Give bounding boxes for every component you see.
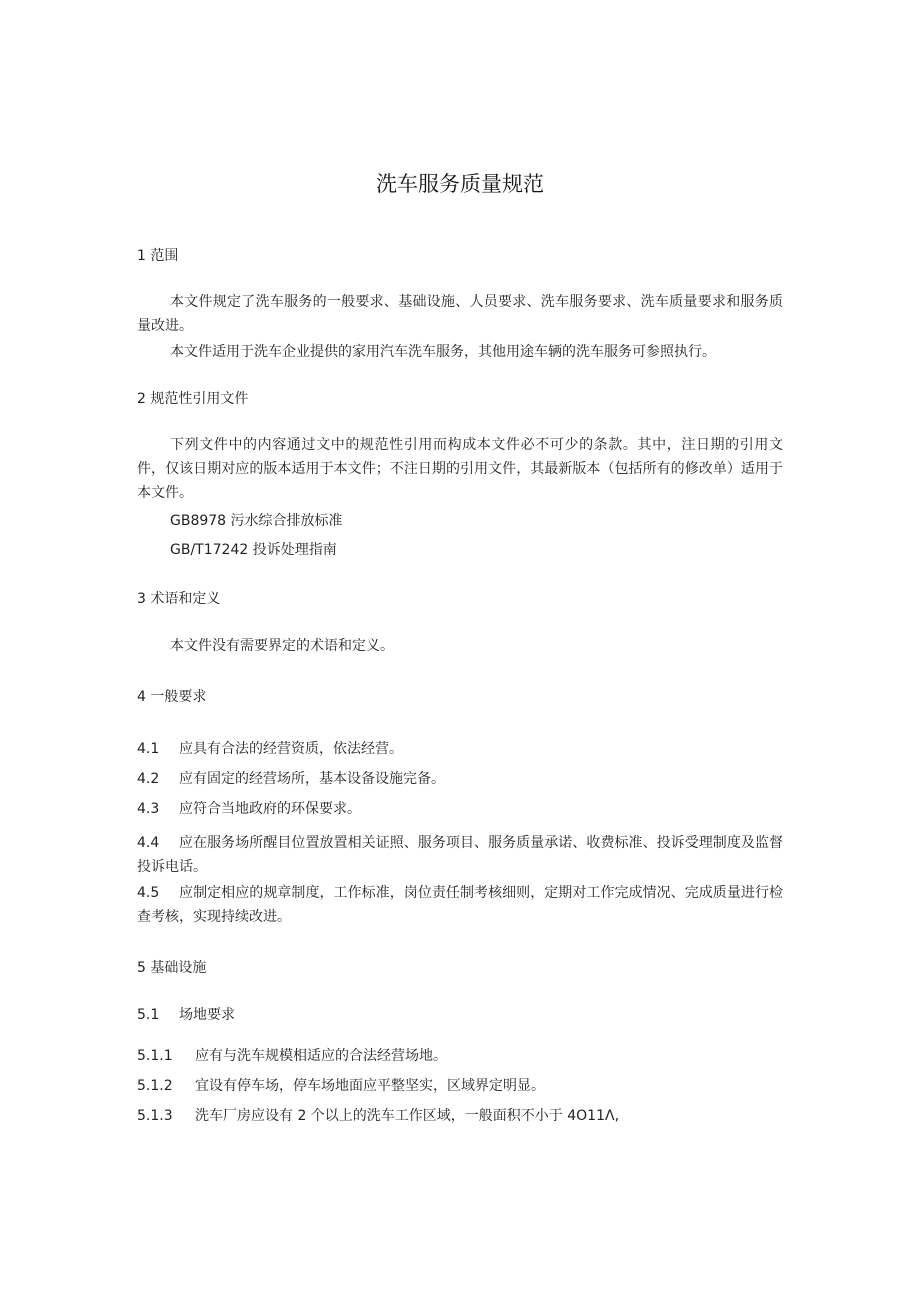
clause-5-1-3	[137, 1106, 619, 1126]
clause-number: 4.1	[137, 741, 160, 757]
section-1-paragraph-2: 本文件适用于洗车企业提供的家用汽车洗车服务，其他用途车辆的洗车服务可参照执行。	[170, 344, 716, 360]
section-2-paragraph-1: 下列文件中的内容通过文中的规范性引用而构成本文件必不可少的条款。其中，注日期的引用文件，仅该日期对应的版本适用于本文件；不注日期的引用文件，其最新版本（包括所有的修改单）适用于本文件。	[137, 437, 783, 501]
clause-4-2	[137, 769, 445, 789]
clause-number: 4.5	[137, 885, 160, 901]
clause-4-3	[137, 799, 361, 819]
clause-number: 5.1.2	[137, 1078, 173, 1094]
clause-number: 5.1	[137, 1007, 160, 1023]
clause-text: 宜设有停车场，停车场地面应平整坚实，区域界定明显。	[195, 1078, 545, 1094]
clause-5-1-2	[137, 1076, 545, 1096]
normative-reference-1: GB8978 污水综合排放标准	[170, 513, 343, 529]
clause-5-1-1	[137, 1046, 447, 1066]
clause-text: 应制定相应的规章制度，工作标准，岗位责任制考核细则，定期对工作完成情况、完成质量进行检查考核，实现持续改进。	[137, 885, 783, 925]
section-5-heading: 5 基础设施	[137, 960, 207, 976]
clause-number: 4.4	[137, 835, 160, 851]
clause-text: 应在服务场所醒目位置放置相关证照、服务项目、服务质量承诺、收费标准、投诉受理制度及监督投诉电话。	[137, 835, 783, 875]
clause-number: 4.2	[137, 771, 160, 787]
clause-text: 场地要求	[179, 1007, 235, 1023]
clause-text: 应符合当地政府的环保要求。	[179, 801, 361, 817]
section-1-paragraph-1: 本文件规定了洗车服务的一般要求、基础设施、人员要求、洗车服务要求、洗车质量要求和服务质量改进。	[137, 294, 783, 334]
section-4-heading: 4 一般要求	[137, 689, 207, 705]
clause-text: 应有固定的经营场所，基本设备设施完备。	[179, 771, 445, 787]
clause-number: 5.1.1	[137, 1048, 173, 1064]
clause-number: 4.3	[137, 801, 160, 817]
normative-reference-2: GB/T17242 投诉处理指南	[170, 542, 337, 558]
document-title: 洗车服务质量规范	[376, 172, 544, 196]
clause-number: 5.1.3	[137, 1108, 173, 1124]
clause-4-1	[137, 739, 403, 759]
clause-text: 应具有合法的经营资质，依法经营。	[179, 741, 403, 757]
clause-text: 洗车厂房应设有 2 个以上的洗车工作区域，一般面积不小于 4O11Λ,	[195, 1108, 620, 1124]
clause-5-1	[137, 1005, 235, 1025]
section-3-paragraph-1: 本文件没有需要界定的术语和定义。	[170, 638, 394, 654]
clause-4-4	[137, 831, 783, 879]
section-1-heading: 1 范围	[137, 248, 179, 264]
clause-text: 应有与洗车规模相适应的合法经营场地。	[195, 1048, 447, 1064]
section-3-heading: 3 术语和定义	[137, 591, 221, 607]
section-2-heading: 2 规范性引用文件	[137, 391, 249, 407]
clause-4-5	[137, 881, 783, 929]
